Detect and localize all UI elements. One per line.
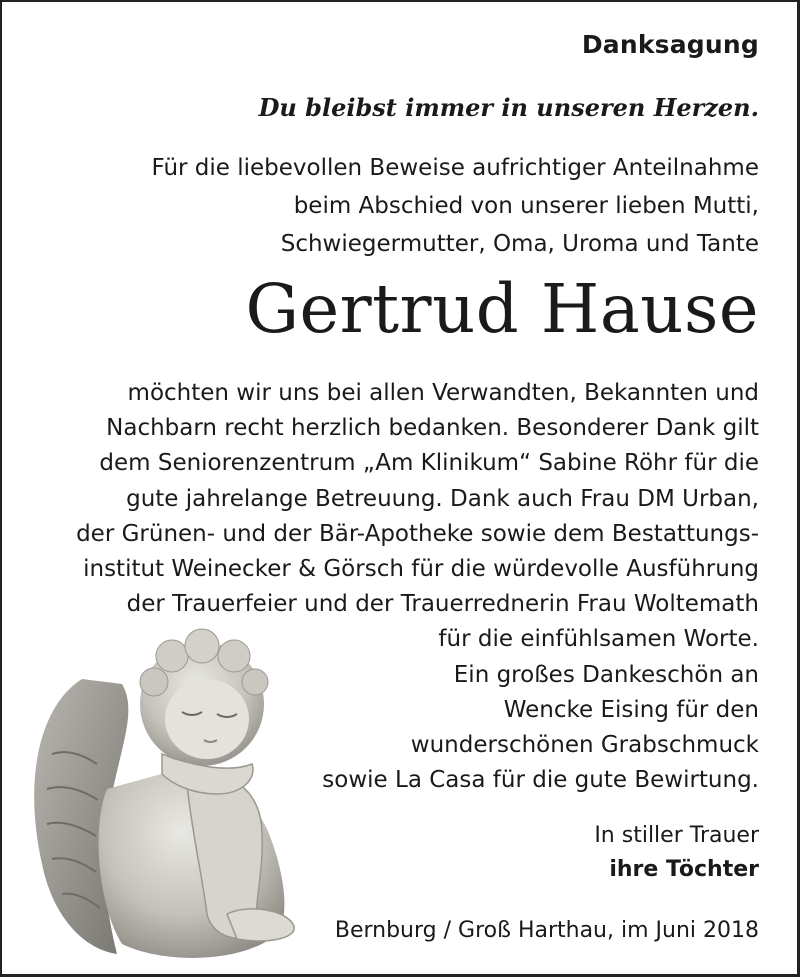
thanks-line: Ein großes Dankeschön an [453,661,759,688]
thanks-line: Nachbarn recht herzlich bedanken. Besonderer Dank gilt [106,415,759,442]
thanks-paragraph [76,376,759,798]
place-date: Bernburg / Groß Harthau, im Juni 2018 [334,918,759,943]
notice-heading: Danksagung [581,30,759,59]
thanks-line: für die einfühlsamen Worte. [438,626,759,653]
thanks-line: dem Seniorenzentrum „Am Klinikum“ Sabine Röhr für die [99,450,759,477]
thanks-line: wunderschönen Grabschmuck [410,732,759,759]
thanks-line: Wencke Eising für den [503,696,759,723]
thanks-line: der Grünen- und der Bär-Apotheke sowie dem Bestattungs- [76,520,759,547]
intro-line: beim Abschied von unserer lieben Mutti, [293,193,759,219]
thanks-line: der Trauerfeier und der Trauerrednerin Frau Woltemath [126,591,759,618]
thanks-line: sowie La Casa für die gute Bewirtung. [322,767,759,794]
intro-line: Schwiegermutter, Oma, Uroma und Tante [280,231,759,257]
thanks-line: möchten wir uns bei allen Verwandten, Bekannten und [127,380,759,406]
intro-line: Für die liebevollen Beweise aufrichtiger Anteilnahme [151,155,759,181]
mourning-phrase: In stiller Trauer [594,823,759,848]
thanks-line: institut Weinecker & Görsch für die würdevolle Ausführung [83,556,759,583]
notice-motto: Du bleibst immer in unseren Herzen. [258,93,759,122]
intro-paragraph [151,149,759,263]
mourning-block [594,819,759,887]
signature: ihre Töchter [609,857,759,882]
deceased-name: Gertrud Hause [245,270,759,348]
thanks-line: gute jahrelange Betreuung. Dank auch Frau DM Urban, [126,485,759,512]
